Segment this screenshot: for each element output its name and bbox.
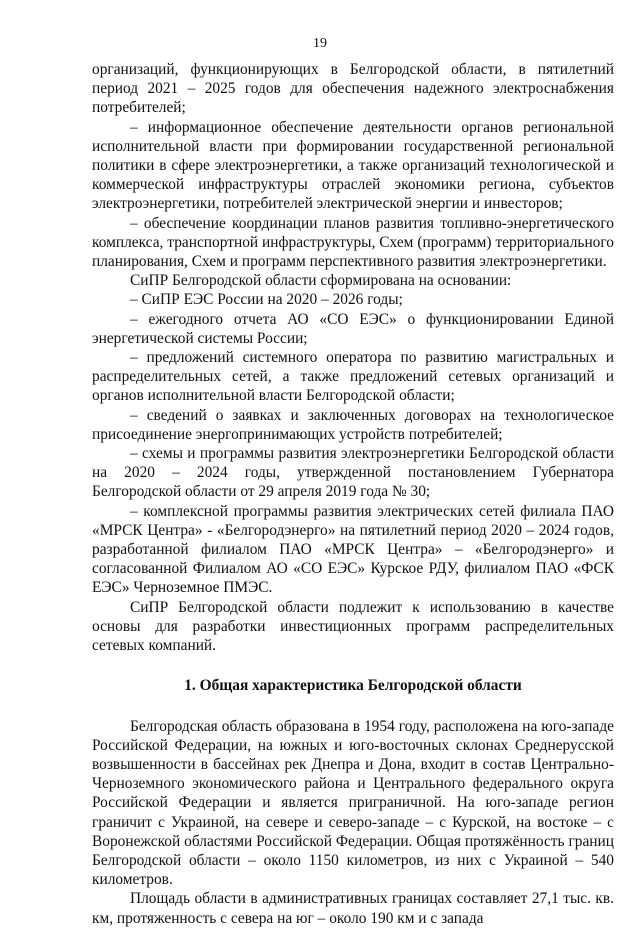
paragraph: СиПР Белгородской области сформирована на основании: (130, 272, 512, 290)
list-item: – комплексной программы развития электрических сетей филиала ПАО «МРСК Центра» - «Белгородэнерго» на пятилетний период 2020 – 2024 годов, разработанной филиалом ПАО «МРСК Центра» – «Белгородэнерго» и согласованной Филиалом АО «СО ЕЭС» Курское РДУ, филиалом ПАО «ФСК ЕЭС» Черноземное ПМЭС. (92, 502, 614, 597)
list-item: – ежегодного отчета АО «СО ЕЭС» о функционировании Единой энергетической системы России; (92, 310, 614, 347)
list-item: – сведений о заявках и заключенных договорах на технологическое присоединение энергопринимающих устройств потребителей; (92, 406, 614, 443)
list-item: – информационное обеспечение деятельности органов региональной исполнительной власти при формировании государственной региональной политики в сфере электроэнергетики, а также организаций технологической и коммерческой инфраструктуры отраслей экономики региона, субъектов электроэнергетики, потребителей электрической энергии и инвесторов; (92, 118, 614, 213)
paragraph: организаций, функционирующих в Белгородской области, в пятилетний период 2021 – 2025 годов для обеспечения надежного электроснабжения потребителей; (92, 61, 614, 117)
paragraph: СиПР Белгородской области подлежит к использованию в качестве основы для разработки инвестиционных программ распределительных сетевых компаний. (92, 598, 614, 655)
list-item: – СиПР ЕЭС России на 2020 – 2026 годы; (130, 291, 403, 309)
list-item: – обеспечение координации планов развития топливно-энергетического комплекса, транспортной инфраструктуры, Схем (программ) территориального планирования, Схем и программ перспективного развития электроэнергетики. (92, 214, 614, 271)
list-item: – схемы и программы развития электроэнергетики Белгородской области на 2020 – 2024 годы, утвержденной постановлением Губернатора Белгородской области от 29 апреля 2019 года № 30; (92, 445, 614, 501)
paragraph: Площадь области в административных границах составляет 27,1 тыс. кв. км, протяженность с севера на юг – около 190 км и с запада (92, 890, 614, 927)
document-body (92, 60, 614, 928)
page-number: 19 (313, 36, 327, 51)
list-item: – предложений системного оператора по развитию магистральных и распределительных сетей, а также предложений сетевых организаций и органов исполнительной власти Белгородской области; (92, 349, 614, 405)
section-heading: 1. Общая характеристика Белгородской области (184, 677, 522, 695)
paragraph: Белгородская область образована в 1954 году, расположена на юго-западе Российской Федерации, на южных и юго-восточных склонах Среднерусской возвышенности в бассейнах рек Днепра и Дона, входит в состав Центрально-Черноземного экономического района и Центрального федерального округа Российской Федерации и является приграничной. На юго-западе регион граничит с Украиной, на севере и северо-западе – с Курской, на востоке – с Воронежской областями Российской Федерации. Общая протяжённость границ Белгородской области – около 1150 километров, из них с Украиной – 540 километров. (92, 717, 614, 889)
